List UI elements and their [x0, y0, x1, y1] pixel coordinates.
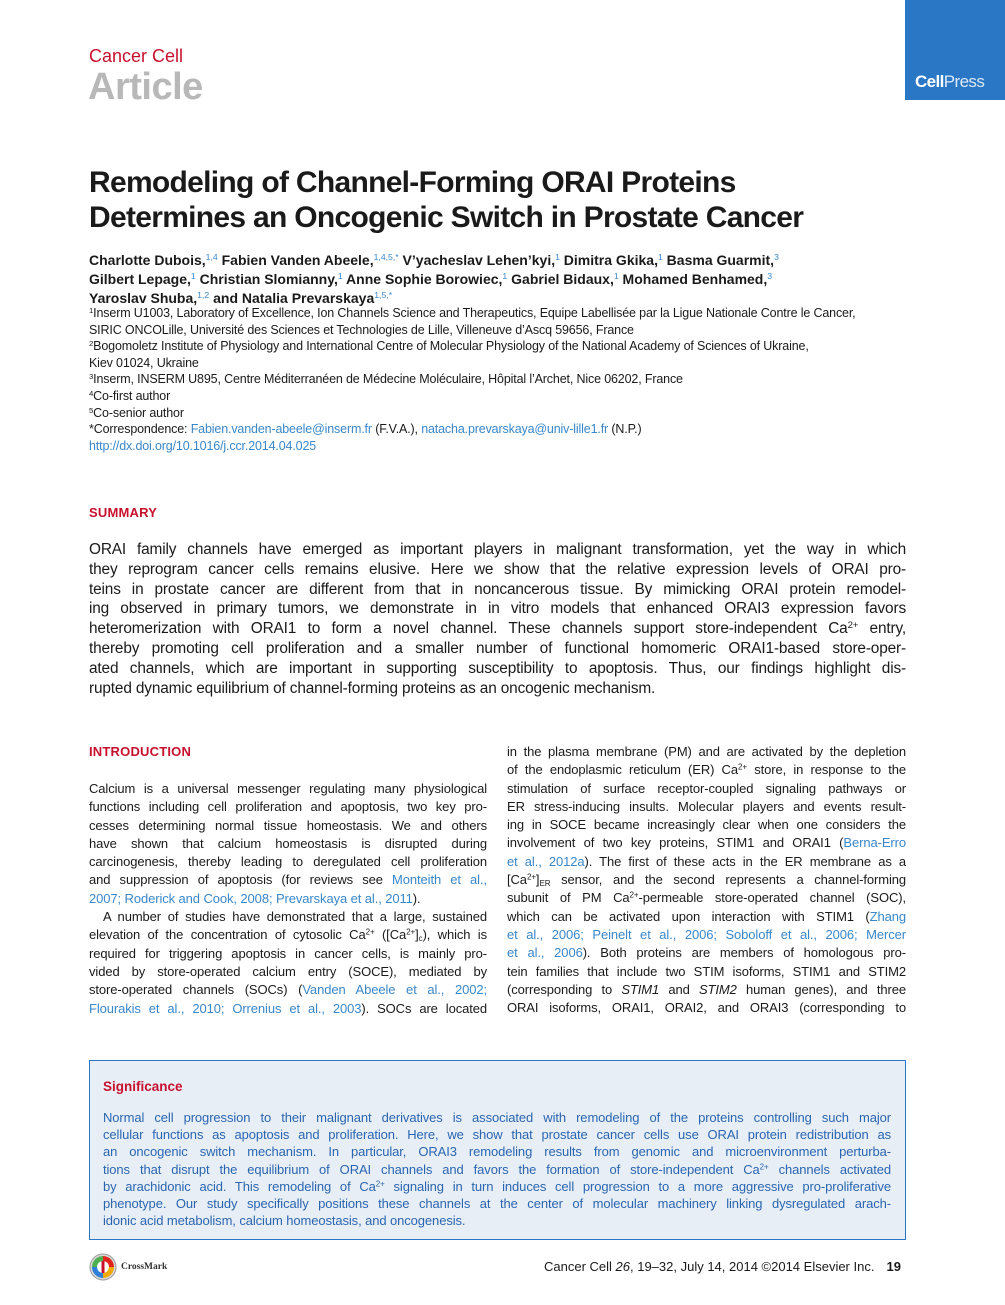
affiliation-number: 5	[89, 405, 94, 415]
body-line: 2007; Roderick and Cook, 2008; Prevarskaya et al., 2011).	[89, 890, 421, 906]
body-line: vided by store-operated calcium entry (SOCE), mediated by	[89, 963, 487, 979]
author-name: Anne Sophie Borowiec,	[342, 271, 503, 287]
affiliation-number: 1	[89, 305, 94, 315]
summary-line: heteromerization with ORAI1 to form a novel channel. These channels support store-independent $Ca^{2+}$ entry,	[89, 619, 906, 638]
author-name: Gabriel Bidaux,	[507, 271, 614, 287]
article-type: Article	[88, 66, 203, 108]
summary-line: thereby promoting cell proliferation and a smaller number of functional homomeric ORAI1-based store-oper-	[89, 639, 906, 657]
author-line-1	[89, 251, 919, 270]
author-affiliation-sup: 1	[337, 271, 343, 282]
body-line: et al., 2012a). The first of these acts in the ER membrane as a	[507, 853, 906, 869]
author-name: Gilbert Lepage,	[89, 271, 191, 287]
author-affiliation-sup: 1	[555, 252, 560, 263]
body-line: elevation of the concentration of cytosolic $Ca^{2+}$ $([Ca^{2+}]_c)$, which is	[89, 927, 487, 944]
affiliation-5	[89, 405, 919, 422]
citation-link[interactable]: Flourakis et al., 2010; Orrenius et al., 2003	[89, 1000, 362, 1016]
author-affiliation-sup: 1	[657, 252, 663, 263]
citation-link[interactable]: et al., 2012a	[507, 853, 585, 869]
author-affiliation-sup: 1,5,*	[374, 290, 393, 301]
affiliation-1	[89, 305, 919, 322]
affiliation-text: Inserm, INSERM U895, Centre Méditerranéen de Médecine Moléculaire, Hôpital l’Archet, Nice 06202, France	[93, 372, 683, 387]
doi-link[interactable]: http://dx.doi.org/10.1016/j.ccr.2014.04.025	[89, 438, 317, 453]
body-line: involvement of two key proteins, STIM1 and ORAI1 (Berna-Erro	[507, 835, 906, 851]
significance-line: an oncogenic switch mechanism. In particular, ORAI3 remodeling results from genomic and microenvironment perturba-	[103, 1144, 891, 1160]
affiliation-1-cont: SIRIC ONCOLille, Université des Sciences et Technologies de Lille, Villeneuve d’Ascq 59656, France	[89, 322, 634, 337]
author-affiliation-sup: 1,4,5,*	[373, 252, 399, 263]
body-line: ORAI isoforms, ORAI1, ORAI2, and ORAI3 (corresponding to	[507, 1000, 906, 1016]
significance-heading: Significance	[103, 1079, 183, 1094]
significance-line: tions that disrupt the equilibrium of ORAI channels and favors the formation of store-independent $Ca^{2+}$ channels activated	[103, 1161, 891, 1177]
body-line: have shown that calcium homeostasis is disrupted during	[89, 835, 487, 851]
author-affiliation-sup: 1	[502, 271, 508, 282]
citation-link[interactable]: Zhang	[869, 908, 906, 924]
summary-heading: SUMMARY	[89, 505, 158, 520]
body-line: Flourakis et al., 2010; Orrenius et al., 2003). SOCs are located	[89, 1000, 487, 1016]
journal-name: Cancer Cell	[89, 46, 184, 66]
affiliation-2-cont: Kiev 01024, Ukraine	[89, 355, 199, 370]
author-name: Christian Slomianny,	[195, 271, 338, 287]
significance-line: cellular functions as apoptosis and proliferation. Here, we show that prostate cancer cells use ORAI protein redistribution as	[103, 1127, 891, 1143]
citation-link[interactable]: Monteith et al.,	[392, 872, 487, 888]
affiliation-2	[89, 338, 919, 355]
author-name: V’yacheslav Lehen’kyi,	[398, 252, 556, 268]
citation-link[interactable]: Berna-Erro	[843, 835, 906, 851]
body-line: cesses determining normal tissue homeostasis. We and others	[89, 817, 487, 833]
author-affiliation-sup: 3	[767, 271, 773, 282]
body-line: $[Ca^{2+}]_{ER}$ sensor, and the second represents a channel-forming	[507, 872, 906, 889]
crossmark-label: CrossMark	[121, 1262, 168, 1272]
affiliation-3	[89, 371, 919, 388]
significance-line: phenotype. Our study specifically positions these channels at the center of molecular machinery linking dysregulated arach-	[103, 1196, 891, 1212]
body-line: stimulation of surface receptor-coupled signaling pathways or	[507, 780, 906, 796]
significance-box	[89, 1060, 906, 1240]
body-line: Calcium is a universal messenger regulating many physiological	[89, 781, 487, 796]
author-affiliation-sup: 3	[774, 252, 779, 263]
footer-volume: 26	[615, 1259, 630, 1274]
affiliation-number: 4	[89, 388, 94, 398]
body-line: which can be activated upon interaction with STIM1 (Zhang	[507, 908, 906, 924]
body-line: ing in SOCE became increasingly clear when one considers the	[507, 817, 906, 833]
citation-link[interactable]: et al., 2006; Peinelt et al., 2006; Soboloff et al., 2006; Mercer	[507, 926, 906, 942]
body-line: store-operated channels (SOCs) (Vanden Abeele et al., 2002;	[89, 982, 487, 998]
significance-body	[103, 1109, 891, 1229]
summary-line: ing observed in primary tumors, we demonstrate in in vitro models that enhanced ORAI3 expression favors	[89, 600, 906, 618]
email-link-2[interactable]: natacha.prevarskaya@univ-lille1.fr	[421, 422, 609, 437]
significance-line: Normal cell progression to their malignant derivatives is associated with remodeling of the proteins controlling such major	[103, 1110, 891, 1125]
body-line: required for triggering apoptosis in cancer cells, is mainly pro-	[89, 945, 487, 961]
publisher-tab[interactable]	[905, 0, 1005, 100]
author-affiliation-sup: 1	[190, 271, 196, 282]
author-affiliation-sup: 1,4	[205, 252, 218, 263]
body-line: functions including cell proliferation and apoptosis, two key pro-	[89, 799, 487, 815]
author-name: Yaroslav Shuba,	[89, 290, 198, 306]
footer-citation	[544, 1259, 901, 1274]
body-line: (corresponding to STIM1 and STIM2 human genes), and three	[507, 981, 906, 997]
author-list	[89, 251, 919, 308]
author-name: Basma Guarmit,	[662, 252, 775, 268]
cellpress-logo: CellPress	[915, 72, 985, 91]
summary-line: they reprogram cancer cells remains elusive. Here we show that the relative expression levels of ORAI pro-	[89, 560, 906, 578]
affiliation-text: Co-senior author	[93, 405, 184, 420]
crossmark-icon	[89, 1253, 117, 1281]
affiliation-4	[89, 388, 919, 405]
body-line: A number of studies have demonstrated that a large, sustained	[103, 909, 487, 925]
affiliations	[89, 305, 919, 454]
summary-line: ated channels, which are important in supporting susceptibility to apoptosis. Thus, our findings highlight dis-	[89, 659, 906, 677]
citation-link[interactable]: et al., 2006	[507, 945, 583, 961]
body-line: et al., 2006). Both proteins are members of homologous pro-	[507, 945, 906, 961]
intro-column-left	[89, 780, 487, 1018]
body-line: subunit of PM $Ca^{2+}$-permeable store-operated channel (SOC),	[507, 890, 906, 906]
author-affiliation-sup: 1	[613, 271, 619, 282]
author-name: Dimitra Gkika,	[559, 252, 658, 268]
affiliation-number: 2	[89, 338, 94, 348]
body-line: carcinogenesis, thereby leading to deregulated cell proliferation	[89, 854, 487, 870]
author-name: Fabien Vanden Abeele,	[217, 252, 374, 268]
email-link-1[interactable]: Fabien.vanden-abeele@inserm.fr	[190, 422, 372, 437]
affiliation-text: Co-first author	[93, 388, 171, 403]
summary-body	[89, 540, 906, 698]
author-affiliation-sup: 1,2	[197, 290, 210, 301]
body-line: tein families that include two STIM isoforms, STIM1 and STIM2	[507, 963, 906, 979]
intro-column-right	[507, 743, 906, 1017]
body-line: in the plasma membrane (PM) and are activated by the depletion	[507, 744, 906, 759]
affiliation-number: 3	[89, 372, 94, 382]
affiliation-text: Bogomoletz Institute of Physiology and International Centre of Molecular Physiology of the National Academy of Sciences of Ukraine,	[93, 339, 809, 354]
affiliation-text: Inserm U1003, Laboratory of Excellence, Ion Channels Science and Therapeutics, Equipe Labellisée par la Ligue Nationale Contre le Cancer,	[93, 306, 856, 320]
correspondence-initials: (F.V.A.),	[371, 422, 422, 437]
title-line-2: Determines an Oncogenic Switch in Prostate Cancer	[89, 201, 804, 234]
summary-line: rupted dynamic equilibrium of channel-forming proteins as an oncogenic mechanism.	[89, 679, 656, 697]
citation-link[interactable]: 2007; Roderick and Cook, 2008; Prevarskaya et al., 2011	[89, 890, 413, 906]
page-number: 19	[886, 1259, 901, 1274]
significance-line: by arachidonic acid. This remodeling of $Ca^{2+}$ signaling in turn induces cell progression to a more aggressive pro-proliferative	[103, 1178, 891, 1194]
correspondence	[89, 421, 919, 438]
summary-line: teins in prostate cancer are different from that in noncancerous tissue. By mimicking ORAI protein remodel-	[89, 580, 906, 598]
crossmark-badge[interactable]	[89, 1253, 209, 1281]
citation-link[interactable]: Vanden Abeele et al., 2002;	[302, 982, 487, 998]
footer-pages-date: , 19–32, July 14, 2014 ©2014 Elsevier Inc.	[630, 1259, 875, 1274]
body-line	[507, 926, 906, 944]
body-line: and suppression of apoptosis (for reviews see Monteith et al.,	[89, 872, 487, 888]
body-line: ER stress-inducing insults. Molecular players and events result-	[507, 798, 906, 814]
author-name: Charlotte Dubois,	[89, 252, 206, 268]
paper-title	[89, 165, 919, 235]
correspondence-initials: (N.P.)	[608, 422, 642, 437]
title-line-1: Remodeling of Channel-Forming ORAI Proteins	[89, 166, 736, 199]
introduction-heading: INTRODUCTION	[89, 744, 192, 759]
author-name: and Natalia Prevarskaya	[209, 290, 375, 306]
summary-line: ORAI family channels have emerged as important players in malignant transformation, yet the way in which	[89, 541, 906, 558]
author-line-2	[89, 270, 919, 289]
footer-journal: Cancer Cell	[544, 1259, 616, 1274]
author-name: Mohamed Benhamed,	[618, 271, 768, 287]
correspondence-label: *Correspondence:	[89, 422, 191, 437]
body-line: of the endoplasmic reticulum (ER) $Ca^{2+}$ store, in response to the	[507, 762, 906, 778]
significance-line: idonic acid metabolism, calcium homeostasis, and oncogenesis.	[103, 1213, 466, 1229]
